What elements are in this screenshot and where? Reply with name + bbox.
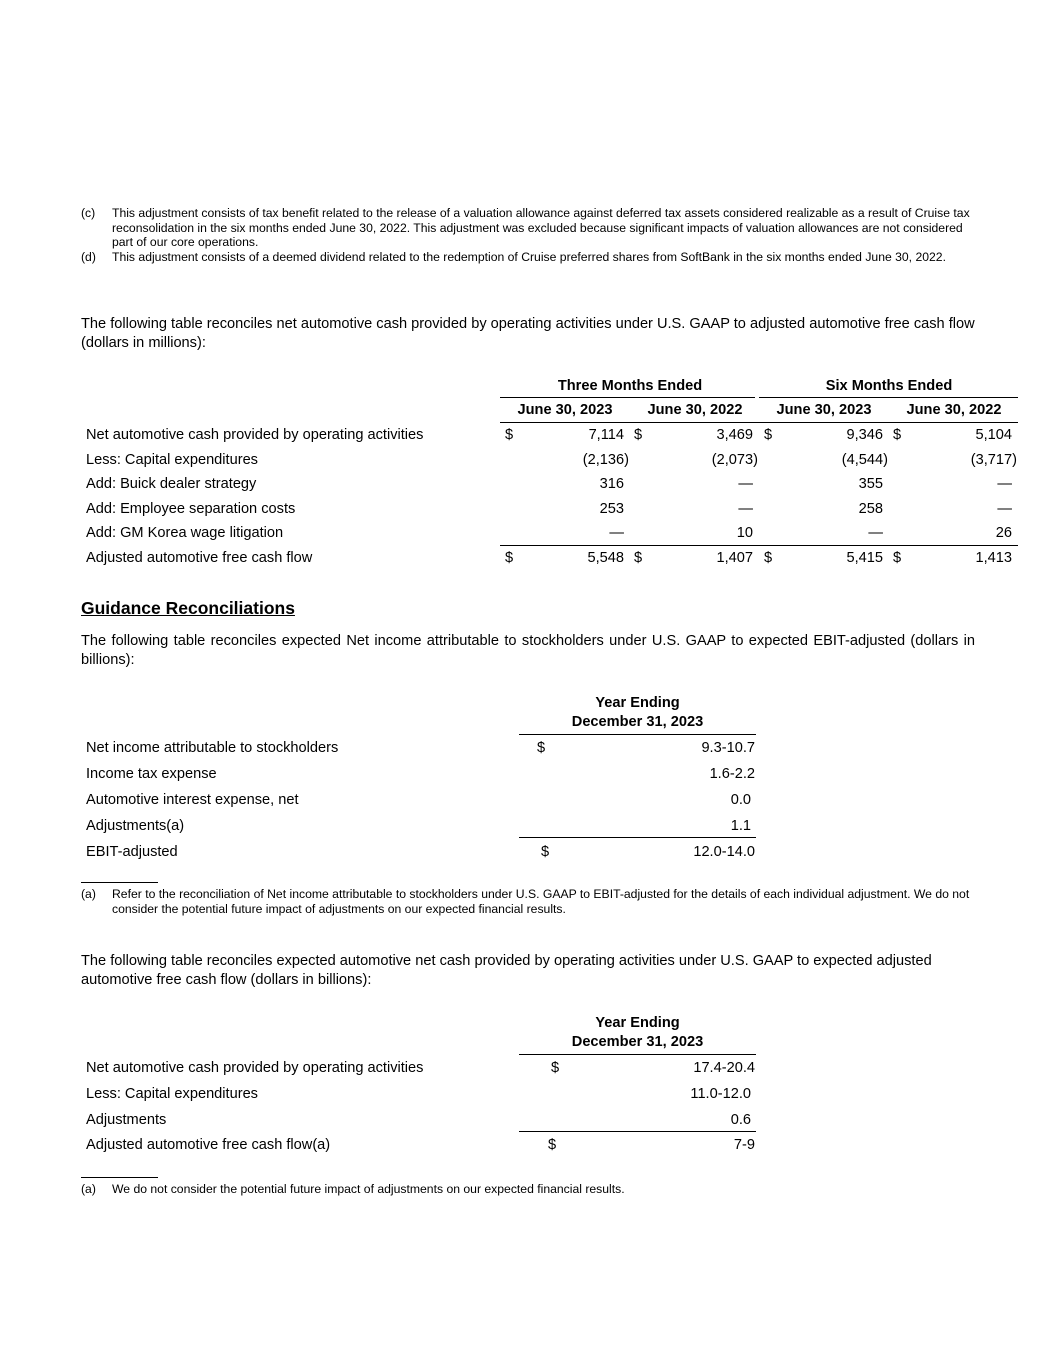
cell-value: 12.0-14.0: [693, 844, 755, 860]
total-rule: [500, 545, 1018, 546]
col-header: June 30, 2022: [647, 402, 743, 418]
row-label: Add: Buick dealer strategy: [86, 476, 257, 492]
row-label: Net automotive cash provided by operating activities: [86, 427, 424, 443]
cell-value: (4,544): [841, 452, 888, 468]
cell-value: (2,136): [582, 452, 629, 468]
row-label: Less: Capital expenditures: [86, 452, 258, 468]
ebit-intro: The following table reconciles expected Net income attributable to stockholders under U.S. GAAP to expected EBIT-adjusted (dollars in billions):: [81, 633, 975, 668]
header-rule: [500, 422, 1018, 423]
cell-value: 26: [995, 525, 1012, 541]
header-rule: [519, 1054, 756, 1055]
footnote-d: [81, 250, 981, 265]
col-header: Year Ending: [595, 695, 680, 711]
header-rule: [519, 734, 756, 735]
col-header: December 31, 2023: [571, 1034, 704, 1050]
cell-value: 9,346: [846, 427, 883, 443]
currency-symbol: $: [505, 427, 514, 443]
cell-value: 258: [858, 501, 883, 517]
col-header: December 31, 2023: [571, 714, 704, 730]
currency-symbol: $: [634, 550, 643, 566]
cell-value: 355: [858, 476, 883, 492]
cell-value: (3,717): [970, 452, 1017, 468]
footnote-separator: [81, 882, 158, 883]
col-header: June 30, 2023: [517, 402, 613, 418]
cell-value: 7,114: [588, 427, 624, 443]
cell-value: 5,415: [846, 550, 883, 566]
currency-symbol: $: [764, 427, 773, 443]
col-header: June 30, 2023: [776, 402, 872, 418]
cell-value: 17.4-20.4: [693, 1060, 755, 1076]
currency-symbol: $: [541, 844, 550, 860]
currency-symbol: $: [548, 1137, 557, 1153]
cell-value: (2,073): [711, 452, 758, 468]
cell-value: 253: [599, 501, 624, 517]
currency-symbol: $: [537, 740, 546, 756]
row-label: Net automotive cash provided by operating activities: [86, 1060, 424, 1076]
group-header-six-months: Six Months Ended: [825, 378, 953, 394]
cell-value: 5,104: [975, 427, 1012, 443]
cell-value: 316: [599, 476, 624, 492]
row-label: Add: GM Korea wage litigation: [86, 525, 284, 541]
currency-symbol: $: [893, 427, 902, 443]
cell-value: 3,469: [716, 427, 753, 443]
row-label: Adjusted automotive free cash flow: [86, 550, 313, 566]
footnote-label: (a): [81, 1182, 96, 1196]
fcf-intro: The following table reconciles net automotive cash provided by operating activities under U.S. GAAP to adjusted automotive free cash flow (dollars in millions):: [81, 316, 975, 351]
cell-value: 11.0-12.0: [690, 1086, 751, 1102]
cell-value: 1,413: [975, 550, 1012, 566]
cell-value: —: [738, 476, 753, 492]
currency-symbol: $: [893, 550, 902, 566]
footnote-label: (d): [81, 250, 96, 264]
ebit-footnote: [81, 887, 981, 916]
currency-symbol: $: [505, 550, 514, 566]
footnote-label: (c): [81, 206, 96, 220]
cell-value: —: [609, 525, 624, 541]
row-label: Less: Capital expenditures: [86, 1086, 258, 1102]
header-rule: [500, 397, 755, 398]
cell-value: 5,548: [587, 550, 624, 566]
currency-symbol: $: [634, 427, 643, 443]
cell-value: 1.6-2.2: [709, 766, 755, 782]
row-label: Net income attributable to stockholders: [86, 740, 339, 756]
col-header: Year Ending: [595, 1015, 680, 1031]
footnote-c: [81, 206, 981, 250]
footnote-text: We do not consider the potential future impact of adjustments on our expected financial results.: [112, 1182, 625, 1196]
cell-value: 1.1: [730, 818, 751, 834]
currency-symbol: $: [551, 1060, 560, 1076]
total-rule: [519, 1131, 756, 1132]
row-label: Adjustments: [86, 1112, 167, 1128]
cell-value: 1,407: [716, 550, 753, 566]
header-rule: [759, 397, 1018, 398]
row-label: Add: Employee separation costs: [86, 501, 296, 517]
footnote-text: This adjustment consists of tax benefit related to the release of a valuation allowance against deferred tax assets considered realizable as a result of Cruise tax reconsolidation in the six months ended June 30, 2022. This adjustment was excluded because significant impacts of valuation allowances are not considered part of our core operations.: [112, 206, 970, 250]
row-label: Automotive interest expense, net: [86, 792, 299, 808]
section-heading: Guidance Reconciliations: [81, 598, 295, 618]
cell-value: 0.0: [730, 792, 751, 808]
footnote-text: This adjustment consists of a deemed dividend related to the redemption of Cruise preferred shares from SoftBank in the six months ended June 30, 2022.: [112, 250, 946, 264]
group-header-three-months: Three Months Ended: [557, 378, 703, 394]
footnote-separator: [81, 1177, 158, 1178]
cell-value: 9.3-10.7: [701, 740, 755, 756]
cell-value: —: [997, 476, 1012, 492]
col-header: June 30, 2022: [906, 402, 1002, 418]
cell-value: —: [997, 501, 1012, 517]
row-label: Adjustments(a): [86, 818, 185, 834]
cell-value: 10: [736, 525, 753, 541]
footnote-label: (a): [81, 887, 96, 901]
afcf-footnote: [81, 1182, 981, 1197]
currency-symbol: $: [764, 550, 773, 566]
cell-value: 7-9: [733, 1137, 755, 1153]
row-label: Adjusted automotive free cash flow(a): [86, 1137, 331, 1153]
cell-value: —: [868, 525, 883, 541]
footnote-text: Refer to the reconciliation of Net income attributable to stockholders under U.S. GAAP to EBIT-adjusted for the details of each individual adjustment. We do not consider the potential future impact of adjustments on our expected financial results.: [112, 887, 970, 916]
row-label: Income tax expense: [86, 766, 217, 782]
total-rule: [519, 837, 756, 838]
afcf-intro: The following table reconciles expected automotive net cash provided by operating activities under U.S. GAAP to expected adjusted automotive free cash flow (dollars in billions):: [81, 953, 932, 988]
row-label: EBIT-adjusted: [86, 844, 178, 860]
cell-value: 0.6: [730, 1112, 751, 1128]
cell-value: —: [738, 501, 753, 517]
